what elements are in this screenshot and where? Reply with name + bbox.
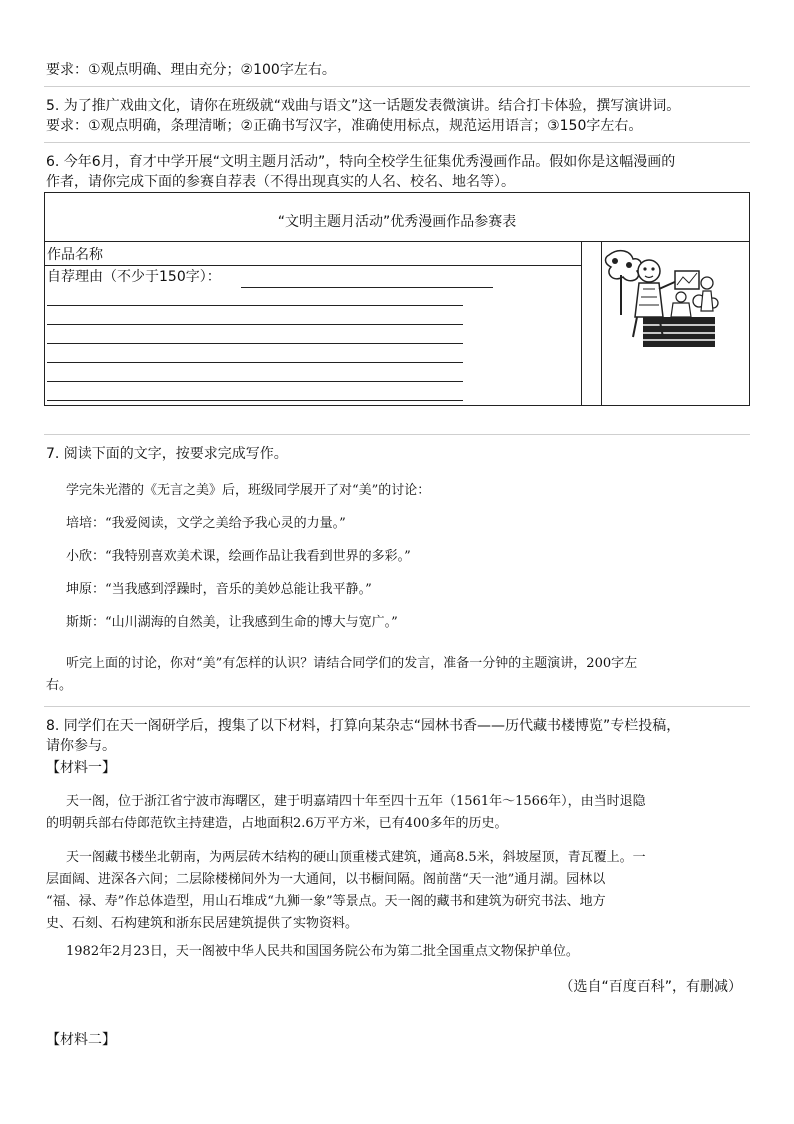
material-1-para-2b: 层面阔、进深各六间；二层除楼梯间外为一大通间，以书橱间隔。阁前凿“天一池”通月湖。园林以 [46, 872, 606, 887]
table-title: “文明主题月活动”优秀漫画作品参赛表 [277, 214, 517, 230]
q7-intro: 学完朱光潜的《无言之美》后，班级同学展开了对“美”的讨论： [66, 483, 431, 498]
material-2-label: 【材料二】 [46, 1032, 116, 1048]
q7-task-line-2: 右。 [46, 678, 73, 693]
material-1-label: 【材料一】 [46, 760, 116, 776]
q8-line-1: 8. 同学们在天一阁研学后，搜集了以下材料，打算向某杂志“园林书香——历代藏书楼博览”专栏投稿， [46, 718, 681, 734]
q6-line-2: 作者，请你完成下面的参赛自荐表（不得出现真实的人名、校名、地名等）。 [46, 174, 515, 190]
separator [44, 142, 750, 143]
answer-line[interactable] [47, 381, 463, 382]
table-divider [581, 241, 582, 405]
q7-speaker-1: 培培：“我爱阅读，文学之美给予我心灵的力量。” [66, 516, 346, 531]
entry-form-table [44, 192, 750, 406]
answer-line[interactable] [241, 287, 493, 288]
reason-label: 自荐理由（不少于150字）： [47, 269, 221, 285]
work-name-label: 作品名称 [47, 247, 103, 263]
table-divider [601, 241, 602, 405]
separator [44, 86, 750, 87]
q7-speaker-2: 小欣：“我特别喜欢美术课，绘画作品让我看到世界的多彩。” [66, 549, 411, 564]
table-rule [45, 241, 749, 242]
q7-task-line-1: 听完上面的讨论，你对“美”有怎样的认识？请结合同学们的发言，准备一分钟的主题演讲，200字左 [66, 656, 638, 671]
answer-line[interactable] [47, 305, 463, 306]
q5-line-2: 要求：①观点明确，条理清晰；②正确书写汉字，准确使用标点，规范运用语言；③150字左右。 [46, 118, 643, 134]
answer-line[interactable] [47, 343, 463, 344]
q8-line-2: 请你参与。 [46, 738, 116, 754]
material-1-para-2d: 史、石刻、石构建筑和浙东民居建筑提供了实物资料。 [46, 916, 359, 931]
material-1-para-2a: 天一阁藏书楼坐北朝南，为两层砖木结构的硬山顶重楼式建筑，通高8.5米，斜坡屋顶，青瓦覆上。一 [66, 850, 646, 865]
table-rule [45, 265, 581, 266]
q7-speaker-4: 斯斯：“山川湖海的自然美，让我感到生命的博大与宽广。” [66, 615, 398, 630]
q7-heading: 7. 阅读下面的文字，按要求完成写作。 [46, 446, 288, 462]
comic-illustration [603, 245, 725, 355]
q7-speaker-3: 坤原：“当我感到浮躁时，音乐的美妙总能让我平静。” [66, 582, 372, 597]
separator [44, 434, 750, 435]
material-1-source: （选自“百度百科”，有删减） [559, 979, 742, 995]
q6-line-1: 6. 今年6月，育才中学开展“文明主题月活动”，特向全校学生征集优秀漫画作品。假如你是这幅漫画的 [46, 154, 676, 170]
separator [44, 706, 750, 707]
material-1-para-2c: “福、禄、寿”作总体造型，用山石堆成“九狮一象”等景点。天一阁的藏书和建筑为研究书法、地方 [46, 894, 606, 909]
answer-line[interactable] [47, 362, 463, 363]
material-1-para-3: 1982年2月23日，天一阁被中华人民共和国国务院公布为第二批全国重点文物保护单位。 [66, 944, 579, 959]
material-1-para-1a: 天一阁，位于浙江省宁波市海曙区，建于明嘉靖四十年至四十五年（1561年～1566年），由当时退隐 [66, 794, 646, 809]
material-1-para-1b: 的明朝兵部右侍郎范钦主持建造，占地面积2.6万平方米，已有400多年的历史。 [46, 816, 508, 831]
answer-line[interactable] [47, 400, 463, 401]
answer-line[interactable] [47, 324, 463, 325]
q4-requirement: 要求：①观点明确、理由充分；②100字左右。 [46, 62, 336, 78]
q5-line-1: 5. 为了推广戏曲文化，请你在班级就“戏曲与语文”这一话题发表微演讲。结合打卡体验，撰写演讲词。 [46, 98, 681, 114]
